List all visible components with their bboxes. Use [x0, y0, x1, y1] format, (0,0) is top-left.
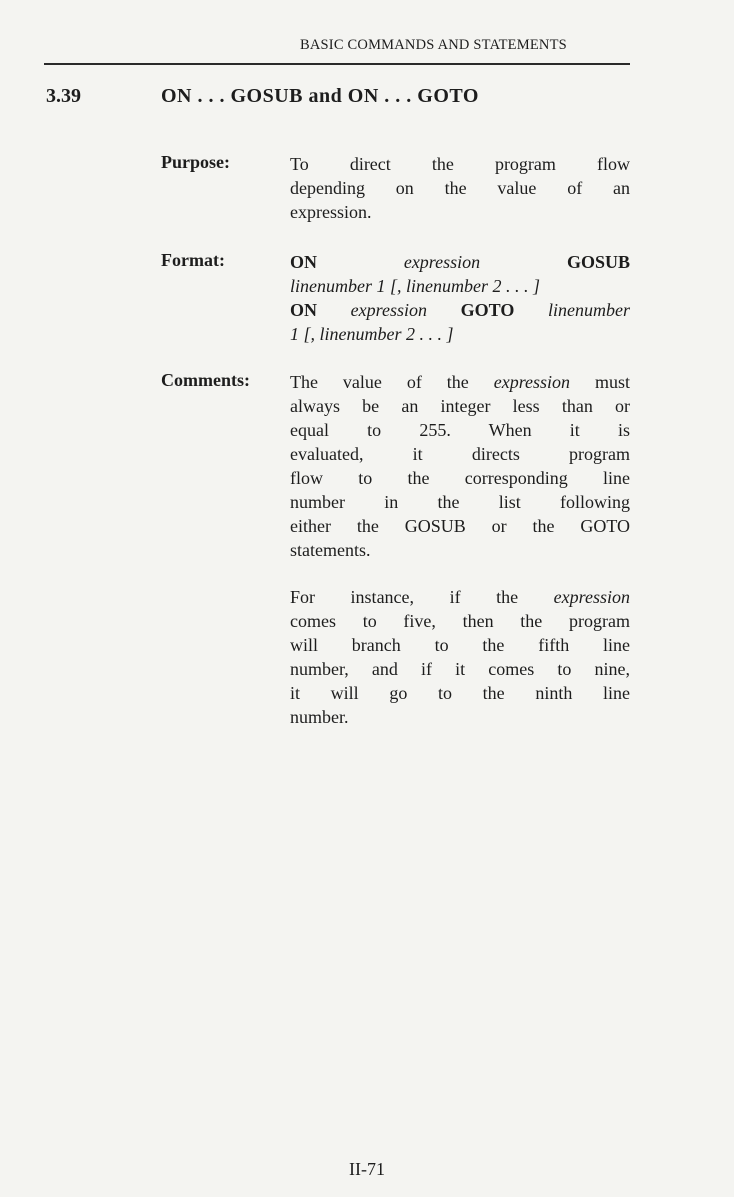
- comments-text: must: [570, 372, 630, 392]
- purpose-line: expression.: [290, 202, 372, 222]
- comments-paragraph-1: [290, 370, 630, 562]
- comments-line: number.: [290, 707, 349, 727]
- comments-line: equal to 255. When it is: [290, 420, 630, 440]
- format-linenumber-list: [, linenumber 2 . . . ]: [385, 276, 540, 296]
- comments-paragraph-2: [290, 585, 630, 729]
- format-linenumber: linenumber: [548, 300, 631, 320]
- comments-line: number, and if it comes to nine,: [290, 659, 630, 679]
- keyword-gosub: GOSUB: [566, 252, 631, 272]
- page-number: II-71: [349, 1159, 385, 1179]
- comments-line: flow to the corresponding line: [290, 468, 630, 488]
- section-number: 3.39: [46, 85, 81, 107]
- format-linenumber: linenumber 1: [290, 276, 386, 296]
- header-rule: [44, 63, 630, 65]
- purpose-line: To direct the program flow: [290, 154, 630, 174]
- comments-line: number in the list following: [290, 492, 630, 512]
- purpose-label: Purpose:: [161, 152, 230, 172]
- comments-expression: expression: [553, 587, 630, 607]
- comments-line: statements.: [290, 540, 371, 560]
- keyword-on: ON: [290, 300, 317, 320]
- comments-text: The value of the: [290, 372, 494, 392]
- format-expression: expression: [403, 252, 481, 272]
- format-label: Format:: [161, 250, 225, 270]
- format-line-3: [290, 298, 630, 322]
- format-text: [290, 250, 630, 346]
- comments-line: comes to five, then the program: [290, 611, 630, 631]
- section-title: ON . . . GOSUB and ON . . . GOTO: [161, 85, 479, 107]
- comments-line: always be an integer less than or: [290, 396, 630, 416]
- format-expression: expression: [350, 300, 427, 320]
- format-line-2: [290, 274, 630, 298]
- running-header: BASIC COMMANDS AND STATEMENTS: [300, 37, 567, 53]
- keyword-goto: GOTO: [460, 300, 515, 320]
- comments-label: Comments:: [161, 370, 250, 390]
- keyword-on: ON: [290, 252, 317, 272]
- comments-line: [290, 370, 630, 394]
- comments-line: will branch to the fifth line: [290, 635, 630, 655]
- format-line-4: 1 [, linenumber 2 . . . ]: [290, 324, 454, 344]
- purpose-text: [290, 152, 630, 224]
- format-line-1: [290, 250, 630, 274]
- comments-text: For instance, if the: [290, 587, 554, 607]
- purpose-line: depending on the value of an: [290, 178, 630, 198]
- comments-line: either the GOSUB or the GOTO: [290, 516, 630, 536]
- comments-expression: expression: [493, 372, 571, 392]
- comments-line: [290, 585, 630, 609]
- comments-line: it will go to the ninth line: [290, 683, 630, 703]
- comments-line: evaluated, it directs program: [290, 444, 630, 464]
